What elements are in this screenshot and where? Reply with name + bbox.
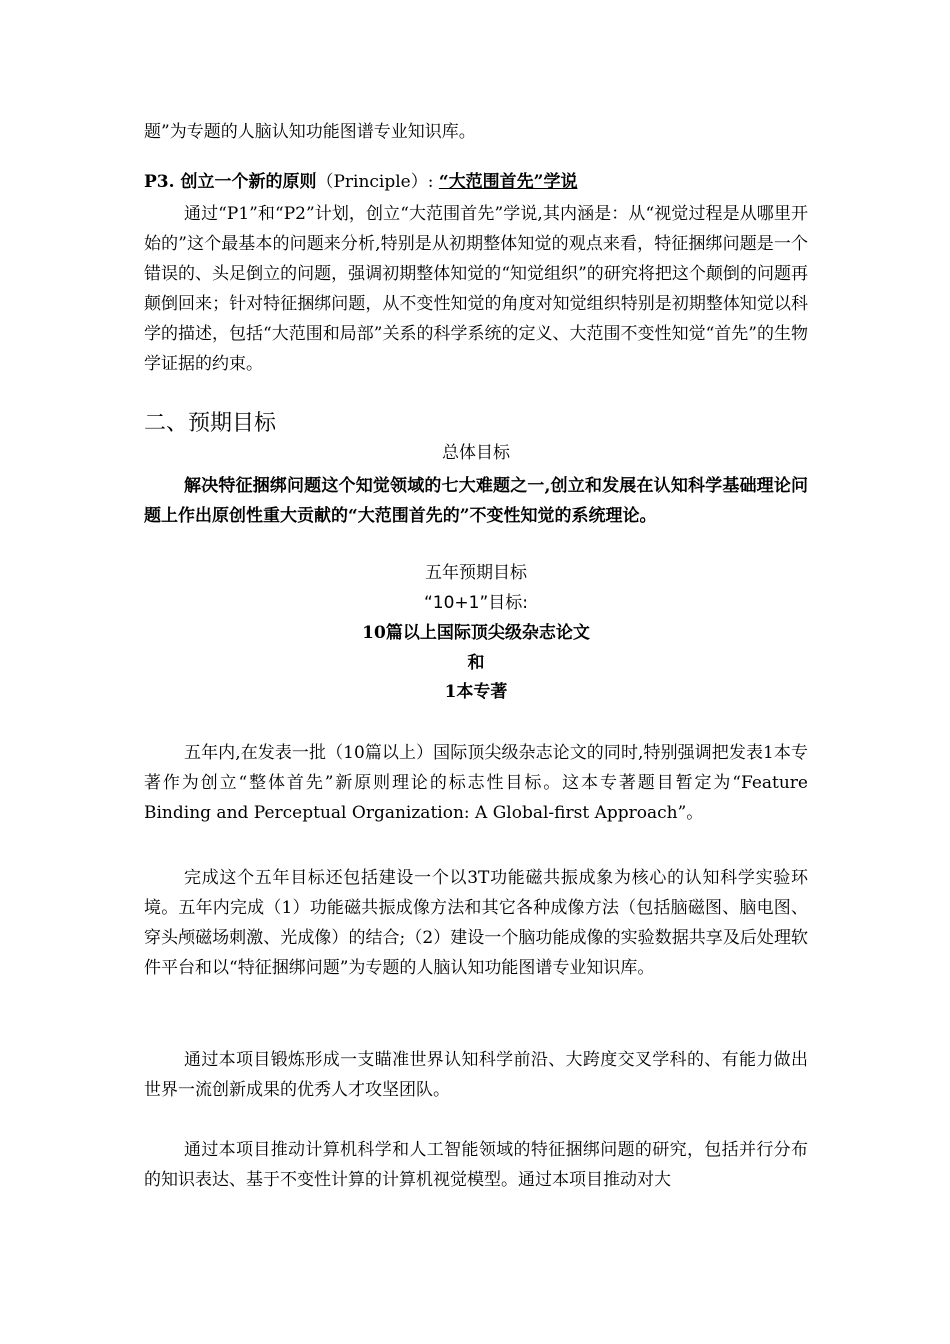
goal-label: “10+1”目标:: [423, 593, 529, 613]
paragraph-monograph: 五年内,在发表一批（10篇以上）国际顶尖级杂志论文的同时,特别强调把发表1本专著作为创立“整体首先”新原则理论的标志性目标。这本专著题目暂定为“Feature Binding and Perceptual Organization: A Global-first Approach”。: [144, 743, 808, 823]
section-heading: 二、预期目标: [144, 411, 277, 436]
paragraph-environment: 完成这个五年目标还包括建设一个以3T功能磁共振成象为核心的认知科学实验环境。五年内完成（1）功能磁共振成像方法和其它各种成像方法（包括脑磁图、脑电图、穿头颅磁场刺激、光成像）的结合;（2）建设一个脑功能成像的实验数据共享及后处理软件平台和以“特征捆绑问题”为专题的人脑认知功能图谱专业知识库。: [144, 868, 808, 978]
overall-goal-text: 解决特征捆绑问题这个知觉领域的七大难题之一,创立和发展在认知科学基础理论问题上作出原创性重大贡献的“大范围首先的”不变性知觉的系统理论。: [144, 476, 808, 526]
p3-body: 通过“P1”和“P2”计划，创立“大范围首先”学说,其内涵是：从“视觉过程是从哪里开始的”这个最基本的问题来分析,特别是从初期整体知觉的观点来看，特征捆绑问题是一个错误的、头足倒立的问题，强调初期整体知觉的“知觉组织”的研究将把这个颠倒的问题再颠倒回来；针对特征捆绑问题，从不变性知觉的角度对知觉组织特别是初期整体知觉以科学的描述，包括“大范围和局部”关系的科学系统的定义、大范围不变性知觉“首先”的生物学证据的约束。: [144, 204, 808, 374]
p3-label: P3. 创立一个新的原则: [144, 172, 317, 192]
p3-title: “大范围首先”学说: [438, 172, 578, 192]
five-year-title: 五年预期目标: [425, 563, 527, 583]
paragraph-computer-science: 通过本项目推动计算机科学和人工智能领域的特征捆绑问题的研究，包括并行分布的知识表达、基于不变性计算的计算机视觉模型。通过本项目推动对大: [144, 1140, 808, 1190]
p3-heading: [144, 167, 808, 197]
continued-line: 题”为专题的人脑认知功能图谱专业知识库。: [144, 122, 476, 142]
overall-goal-title: 总体目标: [442, 443, 510, 463]
paragraph-team: 通过本项目锻炼形成一支瞄准世界认知科学前沿、大跨度交叉学科的、有能力做出世界一流创新成果的优秀人才攻坚团队。: [144, 1050, 808, 1100]
goal-line-2: 和: [467, 653, 485, 673]
p3-paren: （Principle）:: [316, 172, 434, 192]
goal-line-1: 10篇以上国际顶尖级杂志论文: [362, 623, 590, 643]
goal-line-3: 1本专著: [444, 682, 508, 702]
